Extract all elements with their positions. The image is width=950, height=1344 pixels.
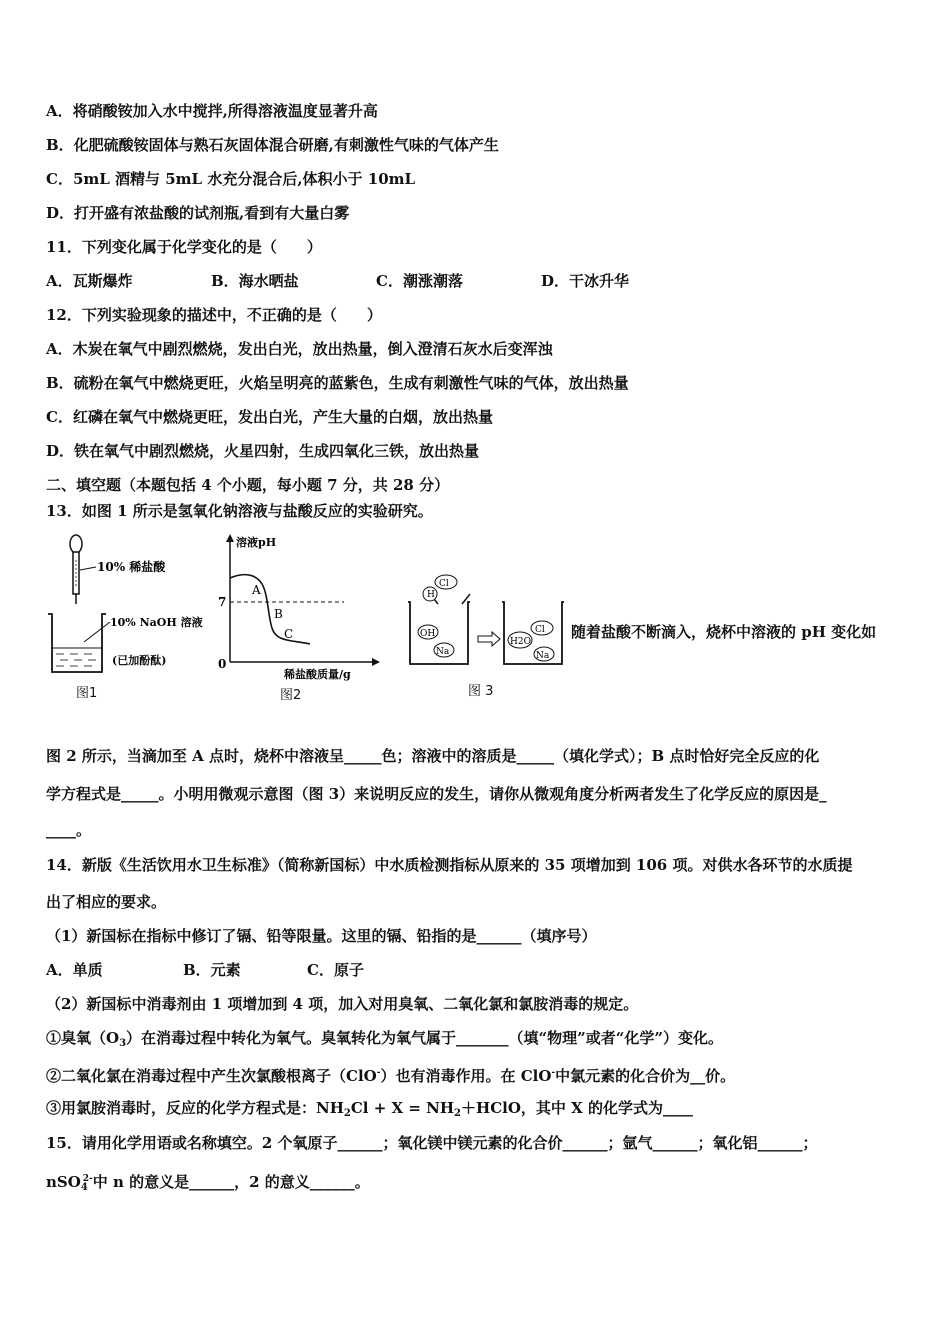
q15-line-1: 15．请用化学用语或名称填空。2 个氧原子______；氧化镁中镁元素的化合价______；氩气______；氧化铝______； (46, 1134, 818, 1152)
fig1-naoh-label: 10% NaOH 溶液 (110, 616, 203, 629)
figure-3-micro-model (400, 560, 570, 672)
q14-line-1: 14．新版《生活饮用水卫生标准》（简称新国标）中水质检测指标从原来的 35 项增加到 106 项。对供水各环节的水质提 (46, 856, 853, 874)
fig2-point-c: C (284, 627, 294, 641)
fig2-ph-curve-line (230, 575, 310, 644)
fig2-tick-7: 7 (218, 595, 227, 609)
q14-part-1: （1）新国标在指标中修订了镉、铅等限量。这里的镉、铅指的是______（填序号） (46, 927, 597, 945)
q13-stem: 13．如图 1 所示是氢氧化钠溶液与盐酸反应的实验研究。 (46, 502, 433, 520)
q14-item-2: ②二氧化氯在消毒过程中产生次氯酸根离子（ClO-）也有消毒作用。在 ClO-中氯元素的化合价为__价。 (46, 1067, 736, 1085)
beaker-icon (48, 614, 106, 672)
dropper-bulb-icon (70, 535, 82, 553)
q10-option-d: D．打开盛有浓盐酸的试剂瓶,看到有大量白雾 (46, 204, 350, 222)
fig2-point-a: A (252, 583, 261, 597)
q14-option-c: C．原子 (307, 961, 364, 979)
q14-option-b: B．元素 (183, 961, 241, 979)
fig3-ion-h: H (427, 590, 435, 600)
q13-line-1: 图 2 所示，当滴加至 A 点时，烧杯中溶液呈_____色；溶液中的溶质是_____（填化学式）；B 点时恰好完全反应的化 (46, 747, 820, 765)
q12-option-b: B．硫粉在氧气中燃烧更旺，火焰呈明亮的蓝紫色，生成有刺激性气味的气体，放出热量 (46, 374, 629, 392)
fig1-indicator-label: (已加酚酞) (112, 654, 167, 667)
q13-line-2: 学方程式是_____。小明用微观示意图（图 3）来说明反应的发生，请你从微观角度分析两者发生了化学反应的原因是_ (46, 785, 827, 803)
fig1-caption: 图1 (76, 686, 98, 701)
q11-stem: 11．下列变化属于化学变化的是（ ） (46, 238, 322, 256)
figure-2-ph-curve (214, 532, 384, 682)
q10-option-b: B．化肥硫酸铵固体与熟石灰固体混合研磨,有刺激性气味的气体产生 (46, 136, 499, 154)
q13-side-text: 随着盐酸不断滴入，烧杯中溶液的 pH 变化如 (571, 623, 877, 641)
fig2-caption: 图2 (280, 688, 302, 703)
fig3-h2o: H2O (510, 637, 531, 647)
fig3-arrow-icon (478, 632, 500, 646)
fig3-ion-na-left: Na (436, 647, 450, 657)
q12-option-d: D．铁在氧气中剧烈燃烧，火星四射，生成四氧化三铁，放出热量 (46, 442, 480, 460)
q12-stem: 12．下列实验现象的描述中，不正确的是（ ） (46, 306, 382, 324)
figure-1-apparatus (44, 530, 214, 680)
section-heading: 二、填空题（本题包括 4 个小题，每小题 7 分，共 28 分） (46, 476, 450, 494)
fig2-x-label: 稀盐酸质量/g (284, 668, 351, 681)
fig1-acid-label: 10% 稀盐酸 (97, 560, 166, 574)
q10-option-c: C．5mL 酒精与 5mL 水充分混合后,体积小于 10mL (46, 170, 416, 188)
fig3-ion-cl-top: Cl (439, 579, 449, 589)
fig2-origin: 0 (218, 657, 227, 671)
q11-option-d: D．干冰升华 (541, 272, 630, 290)
q13-line-3: ____。 (46, 821, 92, 839)
q14-item-1: ①臭氧$(O_3)$在消毒过程中转化为氧气。臭氧转化为氧气属于_______（填“物理”或者“化学”）变化。 (46, 1029, 724, 1049)
q10-option-a: A．将硝酸铵加入水中搅拌,所得溶液温度显著升高 (46, 102, 378, 120)
fig3-ion-cl-right: Cl (535, 625, 545, 635)
q15-line-2: nSO$_4^{2-}$中 n 的意义是______，2 的意义______。 (46, 1173, 370, 1193)
q14-line-2: 出了相应的要求。 (46, 893, 167, 911)
q14-part-2: （2）新国标中消毒剂由 1 项增加到 4 项，加入对用臭氧、二氧化氯和氯胺消毒的规定。 (46, 995, 639, 1013)
q11-option-b: B．海水晒盐 (211, 272, 299, 290)
q12-option-a: A．木炭在氧气中剧烈燃烧，发出白光，放出热量，倒入澄清石灰水后变浑浊 (46, 340, 553, 358)
q11-options (46, 271, 629, 291)
q11-option-c: C．潮涨潮落 (376, 272, 463, 290)
fig3-caption: 图 3 (468, 684, 494, 699)
fig3-ion-na-right: Na (536, 651, 550, 661)
fig2-point-b: B (274, 607, 283, 621)
q14-option-a: A．单质 (46, 961, 103, 979)
q11-option-a: A．瓦斯爆炸 (46, 272, 133, 290)
q14-item-3: ③用氯胺消毒时，反应的化学方程式是：$NH_2Cl + X$ = $NH_2+HClO$，其中 X 的化学式为____ (46, 1099, 693, 1119)
fig3-ion-oh: OH (420, 629, 436, 639)
q14-options (46, 960, 364, 980)
q12-option-c: C．红磷在氧气中燃烧更旺，发出白光，产生大量的白烟，放出热量 (46, 408, 493, 426)
fig3-beaker-right-icon (502, 602, 564, 664)
fig2-y-label: 溶液pH (236, 536, 277, 549)
